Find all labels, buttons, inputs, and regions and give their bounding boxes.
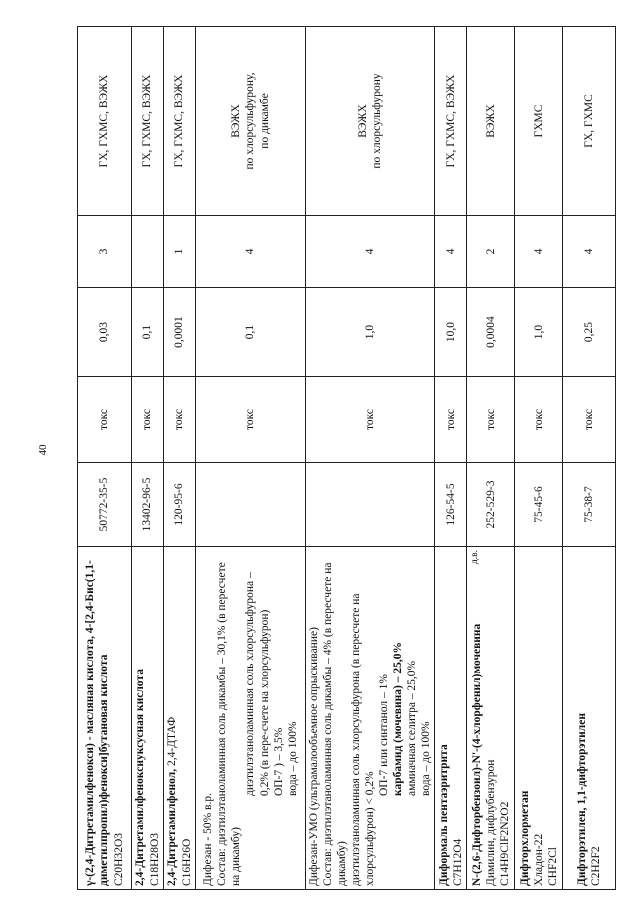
cas-number	[196, 463, 306, 547]
table-row	[563, 27, 616, 890]
page-number: 40	[37, 444, 49, 456]
rotated-table-wrapper	[77, 27, 614, 890]
substances-table	[77, 26, 616, 890]
substance-tag: д.в.	[469, 550, 480, 565]
table-row	[435, 27, 467, 890]
substance-name-cell	[196, 547, 306, 890]
hazard-class: 2	[467, 216, 515, 288]
substance-name-cell	[132, 547, 164, 890]
hazard-class: 1	[164, 216, 196, 288]
hazard-type: токс	[164, 377, 196, 463]
composition-line: диэтилэтаноламинная соль хлорсульфурона (в пересчете на хлорсульфурон) < 0,2%	[350, 593, 377, 886]
hazard-class: 4	[435, 216, 467, 288]
hazard-type: токс	[515, 377, 563, 463]
substance-formula: C2H2F2	[590, 846, 603, 886]
hazard-class: 3	[78, 216, 132, 288]
table-row	[132, 27, 164, 890]
hazard-type: токс	[306, 377, 435, 463]
composition-line: Дифезан - 50% в.р.	[202, 793, 215, 886]
substance-name: γ-(2,4-Дитретамилфенокси) - масляная кислота, 4-[2,4-Бис(1,1-диметилпропил)фенокси]бутановая кислота	[84, 560, 111, 886]
hazard-type: токс	[435, 377, 467, 463]
analysis-method: ГХ, ГХМС, ВЭЖХ	[435, 27, 467, 216]
composition-line: вода – до 100%	[420, 721, 433, 796]
table-row	[164, 27, 196, 890]
analysis-method: ГХ, ГХМС, ВЭЖХ	[164, 27, 196, 216]
table-row	[78, 27, 132, 890]
analysis-method: ГХ, ГХМС	[563, 27, 616, 216]
cas-number: 50772-35-5	[78, 463, 132, 547]
composition-line: ОП-7 или синтанол – 1%	[378, 674, 391, 796]
analysis-method: ВЭЖХ	[467, 27, 515, 216]
substance-name-cell	[435, 547, 467, 890]
concentration-value: 0,1	[196, 288, 306, 377]
hazard-type: токс	[467, 377, 515, 463]
hazard-type: токс	[563, 377, 616, 463]
hazard-class: 4	[196, 216, 306, 288]
cas-number: 75-45-6	[515, 463, 563, 547]
analysis-method: ГХМС	[515, 27, 563, 216]
composition-line: диэтилэтаноламинная соль хлорсульфурона – 0,2% (в пере-счете на хлорсульфурон)	[244, 572, 271, 796]
table-row	[196, 27, 306, 890]
hazard-type: токс	[78, 377, 132, 463]
composition-line: вода – до 100%	[286, 721, 299, 796]
substance-formula: C16H26O	[180, 838, 193, 886]
composition-line: Состав: диэтилэтаноламинная соль дикамбы – 4% (в пересчете на дикамбу)	[322, 562, 349, 886]
analysis-method: ГХ, ГХМС, ВЭЖХ	[132, 27, 164, 216]
cas-number: 120-95-6	[164, 463, 196, 547]
hazard-class	[132, 216, 164, 288]
substance-synonyms: Димилин, дифлубензурон	[484, 759, 497, 886]
concentration-value: 0,03	[78, 288, 132, 377]
substance-abbr: 2,4-ДТАФ	[166, 716, 179, 767]
substance-formula: C20H32O3	[112, 832, 125, 886]
table-row	[467, 27, 515, 890]
substance-name-cell	[467, 547, 515, 890]
substance-name-cell	[306, 547, 435, 890]
substance-formula: C18H28O3	[148, 832, 161, 886]
cas-number: 75-38-7	[563, 463, 616, 547]
hazard-class: 4	[515, 216, 563, 288]
substance-name: Диформаль пентаэритрита	[437, 744, 450, 886]
cas-number: 126-54-5	[435, 463, 467, 547]
concentration-value: 1,0	[306, 288, 435, 377]
composition-line: Состав: диэтилэтаноламинная соль дикамбы – 30,1% (в пересчете на дикамбу)	[216, 562, 243, 886]
concentration-value: 0,0004	[467, 288, 515, 377]
substance-name: 2,4-Дитретамилфеноксиуксусная кислота	[134, 669, 147, 886]
analysis-method: ВЭЖХ по хлорсульфурону	[306, 27, 435, 216]
concentration-value: 10,0	[435, 288, 467, 377]
substance-name: N-(2,6-Дифторбензоил)-N'-(4-хлорфенил)мочевина	[470, 623, 483, 886]
analysis-method: ВЭЖХ по хлорсульфурону, по дикамбе	[196, 27, 306, 216]
concentration-value: 1,0	[515, 288, 563, 377]
hazard-class: 4	[563, 216, 616, 288]
composition-line: аммиачная селитра – 25,0%	[406, 660, 419, 796]
substance-name-cell	[164, 547, 196, 890]
analysis-method: ГХ, ГХМС, ВЭЖХ	[78, 27, 132, 216]
substance-formula: CHF2Cl	[546, 847, 559, 886]
concentration-value: 0,0001	[164, 288, 196, 377]
hazard-class: 4	[306, 216, 435, 288]
cas-number	[306, 463, 435, 547]
cas-number: 252-529-3	[467, 463, 515, 547]
substance-name: 2,4-Дитретамилфенол,	[166, 766, 179, 886]
composition-line: ОП-7 ) – 3,5%	[272, 727, 285, 796]
substance-formula: C7H12O4	[451, 838, 464, 886]
table-row	[306, 27, 435, 890]
composition-line: Дифезан-УМО (ультрамалообъемное опрыскивание)	[308, 627, 320, 886]
cas-number: 13402-96-5	[132, 463, 164, 547]
substance-name-cell	[515, 547, 563, 890]
concentration-value: 0,1	[132, 288, 164, 377]
substance-formula: C14H9ClF2N2O2	[498, 801, 511, 886]
substance-name-cell	[563, 547, 616, 890]
concentration-value: 0,25	[563, 288, 616, 377]
composition-line: карбамид (мочевина) – 25,0%	[392, 642, 405, 796]
substance-name: Дифторэтилен, 1,1-дифторэтилен	[576, 713, 589, 886]
hazard-type: токс	[196, 377, 306, 463]
substance-synonyms: Хладон-22	[532, 833, 545, 886]
substance-name-cell	[78, 547, 132, 890]
table-row	[515, 27, 563, 890]
substance-name: Дифторхлорметан	[518, 790, 531, 886]
hazard-type: токс	[132, 377, 164, 463]
